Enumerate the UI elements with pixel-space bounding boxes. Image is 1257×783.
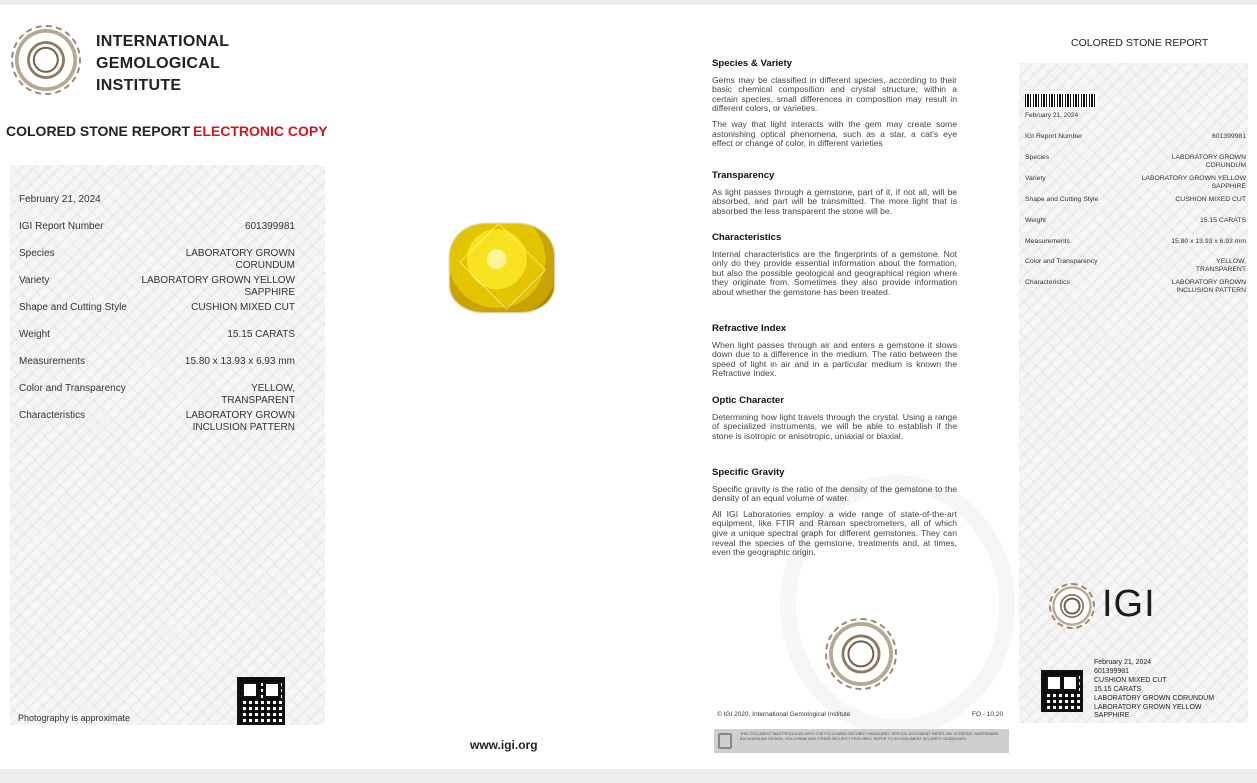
igi-seal-icon: [11, 25, 81, 95]
electronic-copy-label: ELECTRONIC COPY: [193, 123, 328, 139]
glossary-species-variety: Species & Variety Gems may be classified in different species, according to their basic chemical composition and crystal structure; within a certain species, small differences in composition may result in different colors, or varieties. The way that light interacts with the gem may create some astonishing optical phenomena, such as a star, a cat's eye effect or change of color, in different varieties: [712, 58, 957, 149]
report-sheet: INTERNATIONAL GEMOLOGICAL INSTITUTE COLORED STONE REPORT ELECTRONIC COPY February 21, 2024 IGI Report Number 601399981 Species LABORATORY GROWN CORUNDUM Variety LABORATORY GROWN YELLOW SAPPHIRE Shape and Cutting Style CUSHION MIXED CUT Weight 15.15 CARATS Measurements 15.80 x 13.93 x 6.93 mm Color and Transparency YELLOW, TRANSPARENT Characteristics LABORATORY GROWN INCLUSION PATTERN Photography is approximate www.igi.org Species & Variety Gems may be classified in different species, according to their basic chemical composition and crystal structure; within a certain species, small differences in composition may result in different colors, or varieties. The way that light interacts with the gem may create some astonishing optical phenomena, such as a star, a cat's eye effect or change of color, in different varieties Transparency As light passes through a gemstone, part of it, if not all, will be absorbed, and part will be transmitted. The more light that is absorbed the less transparent the stone will be. Characteristics Internal characteristics are the fingerprints of a gemstone. Not only do they provide essential information about the formation, but also the possible geological and geographical region where they originate from. Sometimes they also provide information about whether the gemstone has been treated. Refractive Index When light passes through air and enters a gemstone it slows down due to a difference in the medium. The ratio between the speed of light in air and in a particular medium is known the Refractive Index. Optic Character Determining how light travels through the crystal. Using a range of specialized instruments, we will be able to establish if the stone is isotropic or anisotropic, uniaxial or biaxial. Specific Gravity Specific gravity is the ratio of the density of the gemstone to the density of an equal volume of water. All IGI Laboratories employ a wide range of state-of-the-art equipment, like FTIR and Raman spectrometers, all of which give a unique spectral graph for different gemstones. They can reveal the species of the gemstone, treatments and, at times, even the geographic origin. © IGI 2020, International Gemological Institute FO - 10.20 THIS DOCUMENT WAS PRODUCED WITH THE FOLLOWING SECURITY MEASURES: SPECIAL DOCUMENT PAPER, INK SCREENS, WATERMARK BACKGROUND DESIGN, HOLOGRAM AND OTHER SECURITY FEATURES. REFER TO IGI DOCUMENT SECURITY GUIDELINES. COLORED STONE REPORT February 21, 2024 IGI Report Number 601399981 Species LABORATORY GROWN CORUNDUM Variety LABORATORY GROWN YELLOW SAPPHIRE Shape and Cutting Style CUSHION MIXED CUT Weight 15.15 CARATS Measurements 15.80 x 13.93 x 6.93 mm Color and Transparency YELLOW, TRANSPARENT Characteristics LABORATORY GROWN INCLUSION PATTERN IGI February 21, 2024 601399981 CUSHION MIXED CUT 15.15 CARATS LABORATORY GROWN CORUNDUM LABORATORY GROWN YELLOW SAPPHIRE: [0, 5, 1257, 769]
security-notice: THIS DOCUMENT WAS PRODUCED WITH THE FOLLOWING SECURITY MEASURES: SPECIAL DOCUMENT PAPER, INK SCREENS, WATERMARK BACKGROUND DESIGN, HOLOGRAM AND OTHER SECURITY FEATURES. REFER TO IGI DOCUMENT SECURITY GUIDELINES.: [714, 729, 1009, 753]
copyright-text: © IGI 2020, International Gemological Institute: [717, 711, 851, 718]
glossary-specific-gravity: Specific Gravity Specific gravity is the ratio of the density of the gemstone to the density of an equal volume of water. All IGI Laboratories employ a wide range of state-of-the-art equipment, like FTIR and Raman spectrometers, all of which give a unique spectral graph for different gemstones. They can reveal the species of the gemstone, treatments and, at times, even the geographic origin.: [712, 467, 957, 558]
photo-note: Photography is approximate: [18, 713, 131, 723]
igi-logo-seal-icon: [1049, 583, 1095, 629]
stub-qr-code-icon[interactable]: [1041, 670, 1083, 712]
stub-title: COLORED STONE REPORT: [1071, 37, 1209, 49]
report-title: COLORED STONE REPORT: [6, 123, 191, 139]
qr-code-icon[interactable]: [237, 677, 285, 725]
glossary-characteristics: Characteristics Internal characteristics are the fingerprints of a gemstone. Not only do they provide essential information about the formation, but also the possible geological and geographical region where they originate from. Sometimes they also provide information about whether the gemstone has been treated.: [712, 232, 957, 297]
institute-name: INTERNATIONAL GEMOLOGICAL INSTITUTE: [96, 33, 230, 94]
igi-seal-icon: [825, 618, 897, 690]
barcode-icon: [1025, 94, 1097, 107]
glossary-transparency: Transparency As light passes through a gemstone, part of it, if not all, will be absorbed, and part will be transmitted. The more light that is absorbed the less transparent the stone will be.: [712, 170, 957, 216]
form-code: FO - 10.20: [972, 711, 1004, 718]
stub-date: February 21, 2024: [1025, 112, 1079, 119]
lock-icon: [718, 733, 732, 749]
glossary-optic-character: Optic Character Determining how light travels through the crystal. Using a range of specialized instruments, we will be able to establish if the stone is isotropic or anisotropic, uniaxial or biaxial.: [712, 395, 957, 441]
gemstone-photo: [450, 224, 554, 312]
website-link[interactable]: www.igi.org: [470, 738, 538, 752]
igi-logo: IGI: [1102, 583, 1156, 625]
stub-summary: February 21, 2024 601399981 CUSHION MIXED CUT 15.15 CARATS LABORATORY GROWN CORUNDUM LABORATORY GROWN YELLOW SAPPHIRE: [1094, 659, 1215, 720]
glossary-refractive-index: Refractive Index When light passes through air and enters a gemstone it slows down due to a difference in the medium. The ratio between the speed of light in air and in a particular medium is known the Refractive Index.: [712, 323, 957, 379]
